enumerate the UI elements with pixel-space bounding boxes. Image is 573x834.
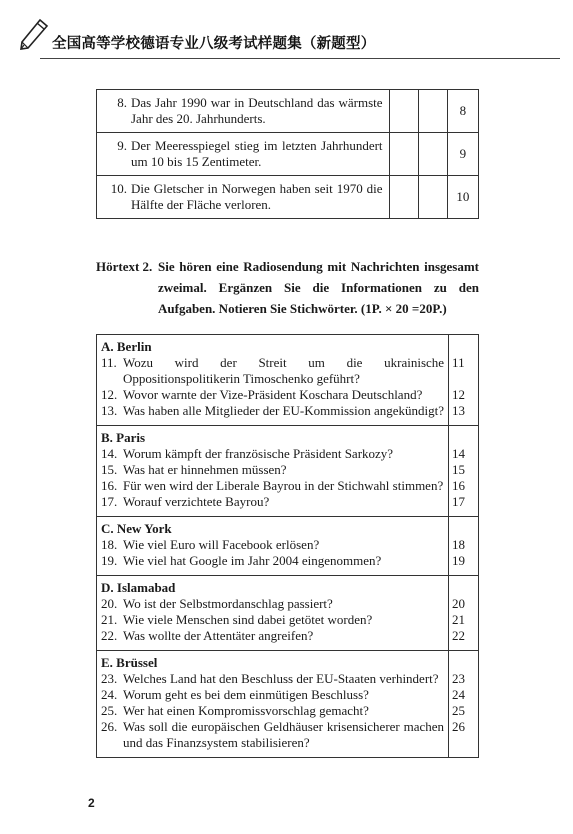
answer-number: 26 — [452, 719, 466, 734]
answer-number: 15 — [452, 462, 466, 477]
question-item: 16. Für wen wird der Liberale Bayrou in der Stichwahl stimmen? — [101, 478, 444, 493]
questions-table — [96, 334, 479, 758]
answer-number: 19 — [452, 553, 466, 568]
answer-box[interactable] — [389, 133, 418, 176]
task-text-end: Aufgaben. Notieren Sie Stichwörter. (1P. × 20 =20P.) — [158, 301, 447, 316]
table-row — [97, 90, 479, 133]
question-item: 14. Worum kämpft der französische Präsident Sarkozy? — [101, 446, 394, 461]
answer-number: 22 — [452, 628, 466, 643]
section-title: B. Paris — [101, 430, 146, 445]
answer-number: 9 — [447, 133, 478, 176]
answer-number: 18 — [452, 537, 466, 552]
statement-text: Die Gletscher in Norwegen haben seit 1970 die Hälfte der Fläche verloren. — [131, 180, 383, 212]
question-item: 22. Was wollte der Attentäter angreifen? — [101, 628, 314, 643]
statements-table — [96, 89, 479, 219]
answer-box[interactable] — [418, 133, 447, 176]
header-divider — [40, 58, 560, 59]
statement-number: 9. — [117, 137, 127, 153]
answer-number: 16 — [452, 478, 466, 493]
book-title: 全国高等学校德语专业八级考试样题集（新题型） — [52, 36, 376, 52]
question-item: 20. Wo ist der Selbstmordanschlag passiert? — [101, 596, 333, 611]
question-item: 19. Wie viel hat Google im Jahr 2004 eingenommen? — [101, 553, 382, 568]
section-row — [97, 335, 479, 426]
pencil-icon — [18, 18, 50, 52]
question-item: 23. Welches Land hat den Beschluss der EU-Staaten verhindert? — [101, 671, 439, 686]
section-row — [97, 426, 479, 517]
answer-number: 13 — [452, 403, 466, 418]
task-label: Hörtext 2. — [96, 259, 153, 274]
answer-box[interactable] — [418, 176, 447, 219]
answer-number: 20 — [452, 596, 466, 611]
section-title: E. Brüssel — [101, 655, 158, 670]
question-item: 21. Wie viele Menschen sind dabei getötet worden? — [101, 612, 373, 627]
answer-box[interactable] — [389, 176, 418, 219]
answer-number: 21 — [452, 612, 466, 627]
section-row — [97, 576, 479, 651]
section-row — [97, 517, 479, 576]
answer-number: 14 — [452, 446, 466, 461]
page-header — [18, 18, 558, 58]
statement-text: Der Meeresspiegel stieg im letzten Jahrhundert um 10 bis 15 Zentimeter. — [131, 137, 383, 169]
task-text: Sie hören eine Radiosendung mit Nachrichten insgesamt zweimal. Ergänzen Sie die Informationen zu den — [158, 259, 479, 295]
table-row — [97, 133, 479, 176]
statement-number: 10. — [110, 180, 127, 196]
question-item: 11. Wozu wird der Streit um die ukrainische Oppositionspolitikerin Timoschenko geführt? — [101, 355, 445, 386]
question-item: 15. Was hat er hinnehmen müssen? — [101, 462, 287, 477]
answer-number: 23 — [452, 671, 466, 686]
section-title: D. Islamabad — [101, 580, 176, 595]
answer-number: 17 — [452, 494, 466, 509]
answer-number: 8 — [447, 90, 478, 133]
answer-number: 12 — [452, 387, 466, 402]
answer-box[interactable] — [418, 90, 447, 133]
question-item: 17. Worauf verzichtete Bayrou? — [101, 494, 270, 509]
page-number: 2 — [88, 796, 95, 810]
section-title: A. Berlin — [101, 339, 152, 354]
question-item: 25. Wer hat einen Kompromissvorschlag gemacht? — [101, 703, 369, 718]
answer-number: 10 — [447, 176, 478, 219]
question-item: 13. Was haben alle Mitglieder der EU-Kommission angekündigt? — [101, 403, 444, 418]
statement-text: Das Jahr 1990 war in Deutschland das wärmste Jahr des 20. Jahrhunderts. — [131, 94, 383, 126]
answer-number: 25 — [452, 703, 466, 718]
answer-number: 24 — [452, 687, 466, 702]
answer-box[interactable] — [389, 90, 418, 133]
question-item: 24. Worum geht es bei dem einmütigen Beschluss? — [101, 687, 369, 702]
question-item: 26. Was soll die europäischen Geldhäuser krisensicherer machen und das Finanzsystem stabilisieren? — [101, 719, 445, 750]
question-item: 12. Wovor warnte der Vize-Präsident Koschara Deutschland? — [101, 387, 423, 402]
table-row — [97, 176, 479, 219]
question-item: 18. Wie viel Euro will Facebook erlösen? — [101, 537, 320, 552]
answer-number: 11 — [452, 355, 465, 370]
section-title: C. New York — [101, 521, 172, 536]
statement-number: 8. — [117, 94, 127, 110]
section-row — [97, 651, 479, 758]
